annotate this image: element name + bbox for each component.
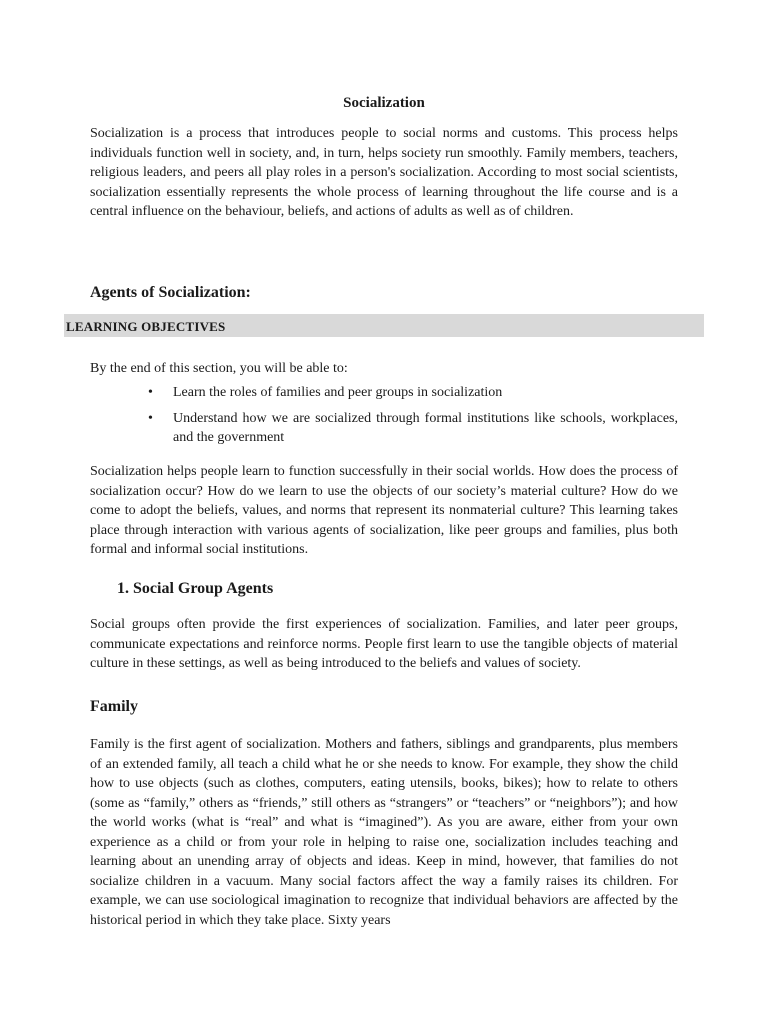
intro-paragraph: Socialization is a process that introduces people to social norms and customs. This process helps individuals function well in society, and, in turn, helps society run smoothly. Family members, teachers, religious leaders, and peers all play roles in a person's socialization. According to most social scientists, socialization essentially represents the whole process of learning throughout the life course and is a central influence on the behaviour, beliefs, and actions of adults as well as of children.: [90, 126, 678, 219]
list-item: [148, 383, 678, 403]
objectives-lead: By the end of this section, you will be able to:: [90, 361, 348, 376]
bullet-icon: •: [148, 410, 153, 426]
bullet-icon: •: [148, 385, 153, 400]
list-item-text: Understand how we are socialized through formal institutions like schools, workplaces, and the government: [173, 410, 678, 445]
objectives-label: LEARNING OBJECTIVES: [66, 319, 226, 334]
social-group-heading: 1. Social Group Agents: [117, 580, 274, 597]
document-title: Socialization: [343, 95, 425, 111]
list-item: [148, 409, 678, 448]
objectives-list: [148, 383, 678, 454]
social-groups-paragraph: Social groups often provide the first experiences of socialization. Families, and later peer groups, communicate expectations and reinforce norms. People first learn to use the tangible objects of material culture in these settings, as well as being introduced to the beliefs and values of society.: [90, 617, 678, 671]
family-heading: Family: [90, 698, 138, 715]
family-paragraph: Family is the first agent of socialization. Mothers and fathers, siblings and grandparents, plus members of an extended family, all teach a child what he or she needs to know. For example, they show the child how to use objects (such as clothes, computers, eating utensils, books, bikes); how to relate to others (some as “family,” others as “friends,” still others as “strangers” or “teachers” or “neighbors”); and how the world works (what is “real” and what is “imagined”). As you are aware, either from your own experience as a child or from your role in helping to raise one, socialization includes teaching and learning about an unending array of objects and ideas. Keep in mind, however, that families do not socialize children in a vacuum. Many social factors affect the way a family raises its children. For example, we can use sociological imagination to recognize that individual behaviors are affected by the historical period in which they take place. Sixty years: [90, 737, 678, 928]
list-item-text: Learn the roles of families and peer groups in socialization: [173, 385, 503, 400]
agents-paragraph: Socialization helps people learn to function successfully in their social worlds. How does the process of socialization occur? How do we learn to use the objects of our society’s material culture? How do we come to adopt the beliefs, values, and norms that represent its nonmaterial culture? This learning takes place through interaction with various agents of socialization, like peer groups and families, plus both formal and informal social institutions.: [90, 464, 678, 557]
agents-heading: Agents of Socialization:: [90, 284, 251, 301]
